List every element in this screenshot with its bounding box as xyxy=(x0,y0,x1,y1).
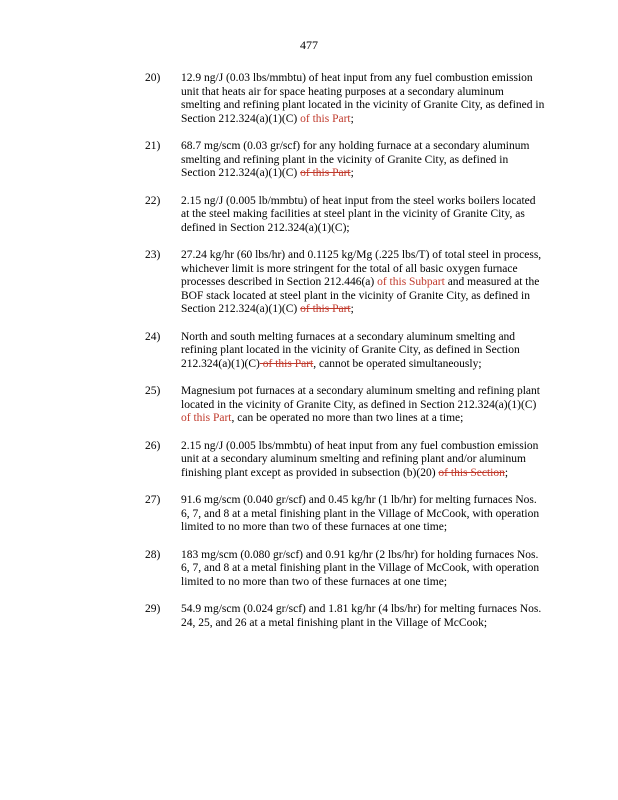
item-text xyxy=(181,195,545,236)
item-text-segment: , can be operated no more than two lines at a time; xyxy=(231,412,464,424)
item-text-segment: 27.24 kg/hr (60 lbs/hr) and 0.1125 kg/Mg (.225 lbs/T) of total steel in process, whichever limit is more stringent for the total of all basic oxygen furnace processes described in Section 212.446(a) xyxy=(181,249,542,288)
list-item xyxy=(145,603,545,630)
deleted-text: of this Section xyxy=(438,466,505,479)
regulation-list xyxy=(145,72,545,644)
inserted-text: of this Part xyxy=(181,412,232,424)
item-text-segment: ; xyxy=(504,466,509,479)
list-item xyxy=(145,385,545,426)
item-text-segment: ; xyxy=(350,112,354,125)
item-number: 23) xyxy=(145,249,161,261)
item-text xyxy=(181,72,545,126)
item-text-segment: , cannot be operated simultaneously; xyxy=(313,357,482,370)
item-text xyxy=(181,603,545,630)
list-item xyxy=(145,494,545,535)
item-text xyxy=(181,549,545,590)
item-number: 28) xyxy=(145,548,161,561)
item-text-segment: and measured at the BOF stack located at steel plant in the vicinity of Granite City, as defined in Section 212.324(a)(1)(C) xyxy=(181,276,540,315)
item-text-segment: ; xyxy=(350,167,354,179)
list-item xyxy=(145,249,545,317)
item-text xyxy=(181,140,545,181)
item-number: 24) xyxy=(145,330,161,343)
list-item xyxy=(145,549,545,590)
item-text xyxy=(181,249,545,317)
list-item xyxy=(145,331,545,372)
item-text-segment: 12.9 ng/J (0.03 lbs/mmbtu) of heat input from any fuel combustion emission unit that heats air for space heating purposes at a secondary aluminum smelting and refining plant located in the vicinity of Granite City, as defined in Section 212.324(a)(1)(C) xyxy=(181,72,545,125)
item-number: 27) xyxy=(145,494,161,506)
item-text-segment: 2.15 ng/J (0.005 lb/mmbtu) of heat input from the steel works boilers located at the steel making facilities at steel plant in the vicinity of Granite City, as defined in Section 212.324(a)(1)(C); xyxy=(181,194,536,234)
item-text-segment: North and south melting furnaces at a secondary aluminum smelting and refining plant located in the vicinity of Granite City, as defined in Section 212.324(a)(1)(C) xyxy=(181,330,520,370)
deleted-text: of this Part xyxy=(300,167,351,179)
item-text-segment: 2.15 ng/J (0.005 lbs/mmbtu) of heat input from any fuel combustion emission unit at a secondary aluminum smelting and refining plant and/or aluminum finishing plant except as provided in subsection (b)(20) xyxy=(181,439,539,479)
item-number: 26) xyxy=(145,439,161,452)
item-text-segment: 54.9 mg/scm (0.024 gr/scf) and 1.81 kg/hr (4 lbs/hr) for melting furnaces Nos. 24, 25, and 26 at a metal finishing plant in the Village of McCook; xyxy=(181,603,542,629)
inserted-text: of this Subpart xyxy=(377,276,445,288)
page-number: 477 xyxy=(300,38,318,52)
item-number: 20) xyxy=(145,72,161,84)
item-text-segment: 183 mg/scm (0.080 gr/scf) and 0.91 kg/hr (2 lbs/hr) for holding furnaces Nos. 6, 7, and 8 at a metal finishing plant in the Village of McCook, with operation limited to no more than two of these furnaces at one time; xyxy=(181,548,540,588)
inserted-text: of this Part xyxy=(300,112,351,125)
item-number: 29) xyxy=(145,603,161,615)
item-text xyxy=(181,494,545,535)
item-text-segment: Magnesium pot furnaces at a secondary aluminum smelting and refining plant located in the vicinity of Granite City, as defined in Section 212.324(a)(1)(C) xyxy=(181,385,540,411)
list-item xyxy=(145,195,545,236)
item-number: 25) xyxy=(145,385,161,397)
deleted-text: of this Part xyxy=(300,303,351,315)
item-text-segment: 91.6 mg/scm (0.040 gr/scf) and 0.45 kg/hr (1 lb/hr) for melting furnaces Nos. 6, 7, and 8 at a metal finishing plant in the Village of McCook, with operation limited to no more than two of these furnaces at one time; xyxy=(181,494,540,533)
deleted-text: of this Part xyxy=(259,357,314,370)
item-number: 21) xyxy=(145,140,161,152)
list-item xyxy=(145,440,545,481)
item-text xyxy=(181,385,545,426)
item-number: 22) xyxy=(145,194,161,207)
list-item xyxy=(145,140,545,181)
item-text-segment: ; xyxy=(350,303,354,315)
list-item xyxy=(145,72,545,126)
item-text-segment: 68.7 mg/scm (0.03 gr/scf) for any holding furnace at a secondary aluminum smelting and refining plant in the vicinity of Granite City, as defined in Section 212.324(a)(1)(C) xyxy=(181,140,530,179)
item-text xyxy=(181,440,545,481)
item-text xyxy=(181,331,545,372)
